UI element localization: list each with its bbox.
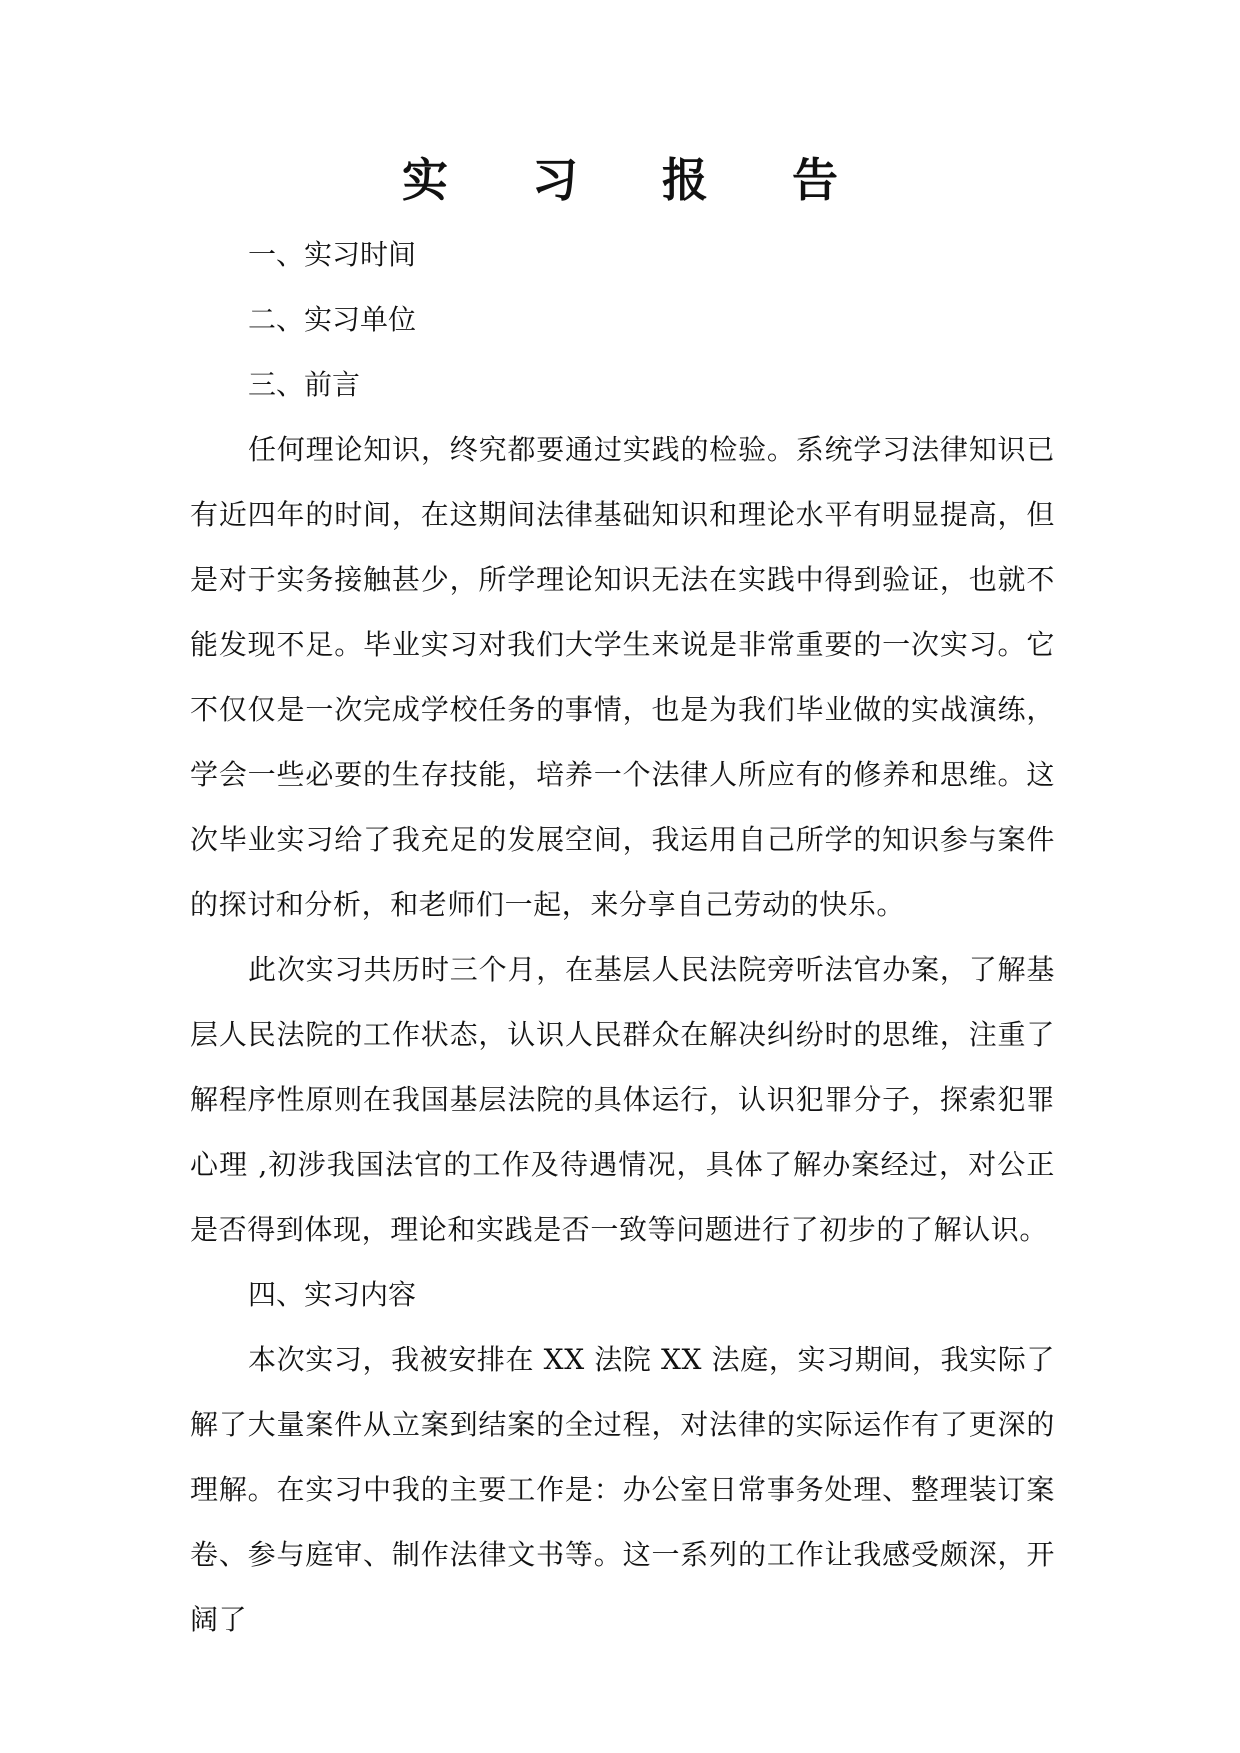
section-heading-internship-content: 四、实习内容	[248, 1278, 417, 1311]
section-heading-internship-time: 一、实习时间	[248, 238, 417, 271]
document-body	[190, 222, 1055, 1652]
content-paragraph-1: 本次实习，我被安排在 XX 法院 XX 法庭，实习期间，我实际了解了大量案件从立案到结案的全过程，对法律的实际运作有了更深的理解。在实习中我的主要工作是：办公室日常事务处理、整理装订案卷、参与庭审、制作法律文书等。这一系列的工作让我感受颇深，开阔了	[190, 1343, 1055, 1636]
section-heading-preface: 三、前言	[248, 368, 361, 401]
section-heading-internship-unit: 二、实习单位	[248, 303, 417, 336]
preface-paragraph-1: 任何理论知识，终究都要通过实践的检验。系统学习法律知识已有近四年的时间，在这期间法律基础知识和理论水平有明显提高，但是对于实务接触甚少，所学理论知识无法在实践中得到验证，也就不能发现不足。毕业实习对我们大学生来说是非常重要的一次实习。它不仅仅是一次完成学校任务的事情，也是为我们毕业做的实战演练，学会一些必要的生存技能，培养一个法律人所应有的修养和思维。这次毕业实习给了我充足的发展空间，我运用自己所学的知识参与案件的探讨和分析，和老师们一起，来分享自己劳动的快乐。	[190, 433, 1055, 921]
document-title: 实 习 报 告	[401, 153, 873, 207]
preface-paragraph-2: 此次实习共历时三个月，在基层人民法院旁听法官办案，了解基层人民法院的工作状态，认识人民群众在解决纠纷时的思维，注重了解程序性原则在我国基层法院的具体运行，认识犯罪分子，探索犯罪心理 ,初涉我国法官的工作及待遇情况，具体了解办案经过，对公正是否得到体现，理论和实践是否一致等问题进行了初步的了解认识。	[190, 953, 1055, 1246]
